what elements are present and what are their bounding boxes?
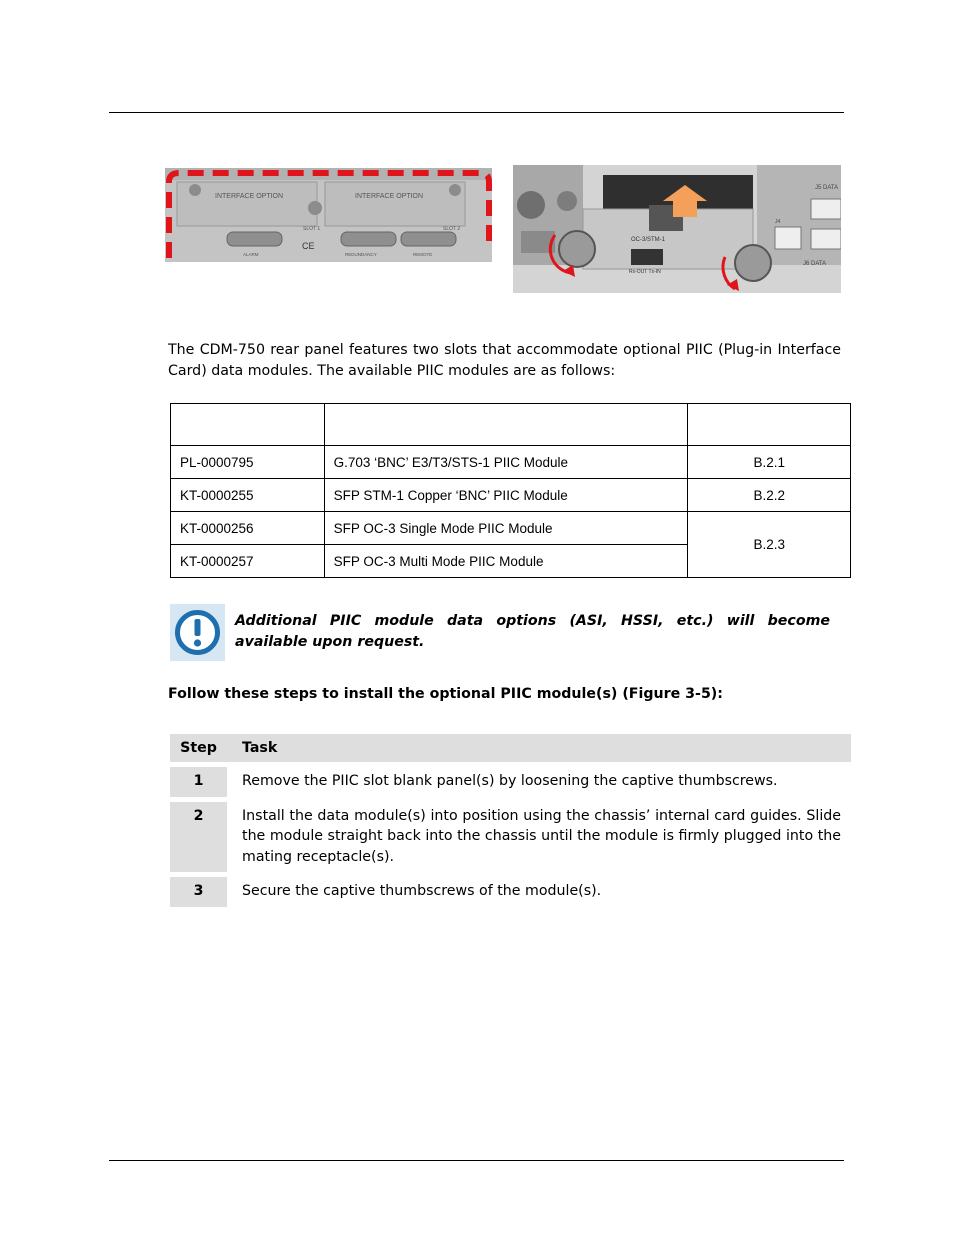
j5-data-label: J5 DATA: [815, 185, 839, 191]
piic-module-table: [170, 403, 851, 578]
table-row: [171, 479, 851, 512]
step-header: Step: [180, 740, 217, 756]
step-task: Secure the captive thumbscrews of the module(s).: [242, 883, 602, 899]
thumbscrew-left-icon: [559, 231, 595, 267]
step-number: 3: [170, 877, 227, 907]
description-cell: SFP STM-1 Copper ‘BNC’ PIIC Module: [324, 479, 688, 512]
oc3-label: OC-3/STM-1: [631, 237, 666, 243]
part-number-cell: KT-0000256: [171, 512, 325, 545]
description-cell: SFP OC-3 Single Mode PIIC Module: [324, 512, 688, 545]
reference-cell: B.2.3: [688, 512, 851, 578]
footer-rule: [109, 1160, 844, 1161]
alarm-label: ALARM: [243, 252, 259, 257]
intro-paragraph: The CDM-750 rear panel features two slots that accommodate optional PIIC (Plug-in Interface Card) data modules. The available PIIC modules are as follows:: [168, 342, 841, 379]
remote-label: REMOTE: [413, 252, 433, 257]
reference-cell: B.2.1: [688, 446, 851, 479]
table-row: [171, 512, 851, 545]
slot1-option-label: INTERFACE OPTION: [215, 193, 284, 200]
rx-tx-label: Rx-OUT Tx-IN: [629, 269, 661, 275]
task-header: Task: [242, 740, 278, 756]
steps-header-row: [170, 734, 851, 762]
rear-panel-slots-drawing: [165, 168, 492, 262]
step-number: 2: [170, 802, 227, 873]
j6-data-label: J6 DATA: [803, 261, 827, 267]
step-task: Install the data module(s) into position using the chassis’ internal card guides. Slide the module straight back into the chassis until the module is firmly plugged into the mating receptacle(s).: [242, 807, 841, 865]
part-number-cell: KT-0000255: [171, 479, 325, 512]
table-row: [171, 446, 851, 479]
table-header-cell: [171, 404, 325, 446]
step-row: [170, 802, 851, 873]
reference-cell: B.2.2: [688, 479, 851, 512]
step-task: Remove the PIIC slot blank panel(s) by loosening the captive thumbscrews.: [242, 773, 778, 789]
description-cell: G.703 ‘BNC’ E3/T3/STS-1 PIIC Module: [324, 446, 688, 479]
note-text: Additional PIIC module data options (ASI, HSSI, etc.) will become available upon request.: [235, 613, 830, 650]
slot2-label: SLOT 2: [443, 226, 461, 232]
slot2-option-label: INTERFACE OPTION: [355, 193, 424, 200]
ce-mark: CE: [302, 241, 315, 251]
slot1-label: SLOT 1: [303, 226, 321, 232]
part-number-cell: KT-0000257: [171, 545, 325, 578]
info-exclamation-icon: [170, 604, 225, 661]
redundancy-label: REDUNDANCY: [345, 252, 377, 257]
step-row: [170, 767, 851, 797]
step-number: 1: [170, 767, 227, 797]
module-install-drawing: [513, 165, 841, 293]
part-number-cell: PL-0000795: [171, 446, 325, 479]
steps-table: [170, 734, 851, 912]
steps-intro: Follow these steps to install the optional PIIC module(s) (Figure 3-5):: [168, 686, 723, 702]
note-box: [170, 604, 225, 661]
module-install-image: [513, 165, 841, 293]
step-row: [170, 877, 851, 907]
table-header-cell: [324, 404, 688, 446]
rear-panel-slots-image: [165, 168, 492, 262]
thumbscrew-right-icon: [735, 245, 771, 281]
table-header-row: [171, 404, 851, 446]
table-header-cell: [688, 404, 851, 446]
description-cell: SFP OC-3 Multi Mode PIIC Module: [324, 545, 688, 578]
j4-label: J4: [775, 219, 781, 225]
header-rule: [109, 112, 844, 113]
